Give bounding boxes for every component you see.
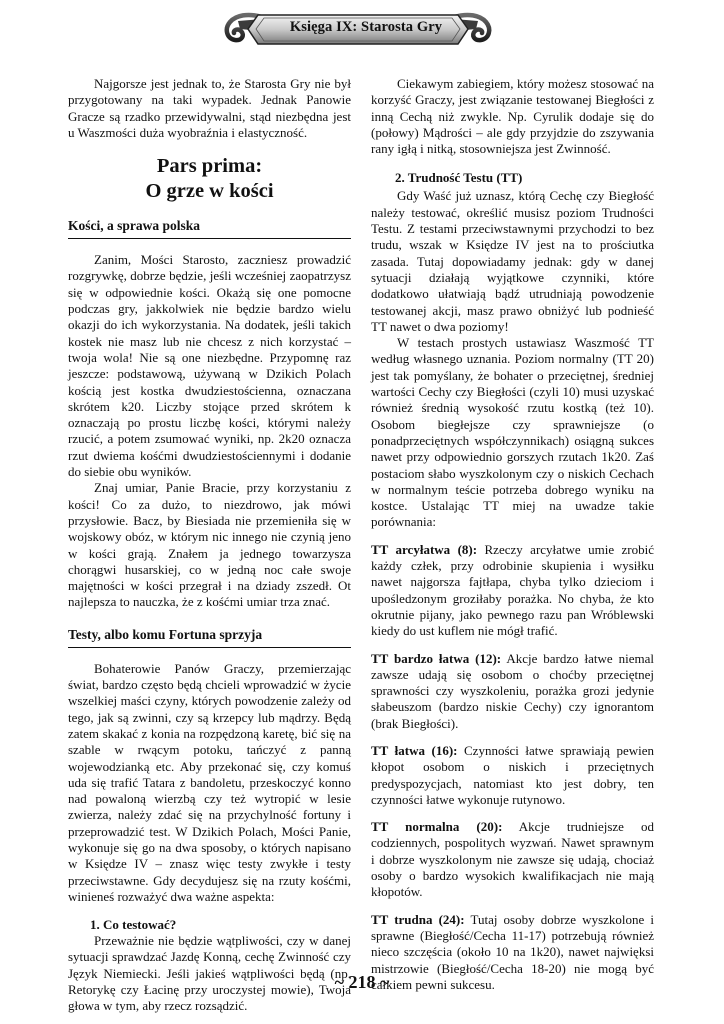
section-heading-dice: Kości, a sprawa polska: [68, 218, 351, 239]
intro-paragraph: Najgorsze jest jednak to, że Starosta Gry nie był przygotowany na taki wypadek. Jednak Panowie Gracze są rzadko przewidywalni, stąd niezbędna jest u Waszmości duża wyobraźnia i elastyczność.: [68, 76, 351, 140]
running-header-title: Księga IX: Starosta Gry: [289, 19, 443, 35]
tt-normal-entry: [371, 819, 654, 900]
tt-easy-text: Czynności łatwe sprawiają pewien kłopot osobom o niskich i przeciętnych predyspozycjach, natomiast kto jest dobry, ten czynności łatwe wykonuje rutynowo.: [371, 742, 654, 807]
subheading-what-to-test: 1. Co testować?: [90, 917, 177, 933]
difficulty-paragraph-1: Gdy Waść już uznasz, którą Cechę czy Biegłość należy testować, określić musisz poziom Trudności Testu. Z testami przeciwstawnymi przychodzi to bez trudu, wszak w Księdze IV jest na to prościutka zasada. Tutaj dopowiadamy jednak: gdy w danej sytuacji działają wyjątkowe czynniki, które dodatkowo ułatwiają bądź utrudniają powodzenie testowanej akcji, masz prawo obniżyć lub podnieść TT nawet o dwa poziomy!: [371, 188, 654, 334]
tt-quite-easy-entry: [371, 651, 654, 732]
what-to-test-paragraph: Przeważnie nie będzie wątpliwości, czy w danej sytuacji sprawdzać Jazdę Konną, cechę Zwinność czy Język Niemiecki. Jeśli jakieś wątpliwości będą (np. Retorykę czy Łacinę przy uroczystej mowie), Twoja głowa w tym, aby rzecz rozsądzić.: [68, 933, 351, 1014]
tt-very-easy-text: Rzeczy arcyłatwe umie zrobić każdy człek, przy odrobinie skupienia i wysiłku nawet najgorsza fajtłapa, chyba tylko dzieciom i upośledzonym groziłaby porażka. No chyba, że kto okrutnie pijany, jako pewnego razu pan Wróblewski kiedy do ust kuflem nie mógł trafić.: [371, 541, 655, 639]
tt-easy-entry: [371, 743, 654, 808]
left-column: [68, 76, 351, 1015]
tests-paragraph: Bohaterowie Panów Graczy, przemierzając świat, bardzo często będą chcieli wprowadzić w życie wszelkiej maści czyny, których powodzenie zależy od tego, jak są zwinni, czy są krzepcy lub mądrzy. Będą zatem skakać z konia na rozpędzoną karetę, bić się na szable w rwącym potoku, tańczyć z panną wojewodzianką etc. Aby przekonać się, czy komuś uda się trafić Tatara z bandoletu, przeskoczyć konno nad powaloną wierzbą czy też wytropić w lesie zwierza, należy zdać się na przychylność fortuny i przeprowadzić test. W Dzikich Polach, Mości Panie, wykonuje się go na dwa sposoby, o których napisano w Księdze IV – znasz więc testy zwykłe i testy przeciwstawne. Gdy decydujesz się na rzuty kośćmi, winieneś rozważyć dwa ważne aspekta:: [68, 660, 351, 904]
tt-hard-text: Tutaj osoby dobrze wyszkolone i sprawne (Biegłość/Cecha 11-17) potrzebują również nieco szczęścia (około 10 na 1k20), nawet najwięksi mistrzowie (Biegłość/Cecha 18-20) nie mogą być całkiem pewni sukcesu.: [371, 911, 654, 992]
chapter-heading: [68, 154, 351, 204]
header-banner: [218, 9, 498, 49]
right-column: [371, 76, 654, 993]
section-heading-tests: Testy, albo komu Fortuna sprzyja: [68, 627, 351, 648]
tt-easy-label: TT łatwa (16):: [371, 742, 458, 758]
subheading-test-difficulty: 2. Trudność Testu (TT): [395, 170, 523, 186]
page-number: ~ 218 ~: [334, 972, 390, 992]
tt-hard-label: TT trudna (24):: [371, 911, 465, 927]
tt-quite-easy-text: Akcje bardzo łatwe niemal zawsze udają się osobom o choćby przeciętnej sprawności czy wyszkoleniu, porażka grozi jedynie słabeuszom (bardzo niskie Cechy) czy ignorantom (brak Biegłości).: [371, 650, 654, 731]
attribute-swap-paragraph: Ciekawym zabiegiem, który możesz stosować na korzyść Graczy, jest związanie testowanej Biegłości z inną Cechą niż zwykle. Np. Cyrulik dodaje się do (połowy) Mądrości – ale gdy przyjdzie do zszywania rany igłą i nitką, stosowniejsza jest Zwinność.: [371, 76, 654, 157]
tt-normal-text: Akcje trudniejsze od codziennych, pospolitych wyzwań. Nawet sprawnym i dobrze wyszkolonym nie zawsze się udają, chociaż osoby o bardzo wysokich kwalifikacjach nie mają kłopotów.: [371, 819, 654, 900]
chapter-heading-line2: O grze w kości: [145, 180, 274, 203]
chapter-heading-line1: Pars prima:: [156, 155, 263, 178]
difficulty-paragraph-2: W testach prostych ustawiasz Waszmość TT według własnego uznania. Poziom normalny (TT 20) jest tak pomyślany, że bohater o przeciętnej, średniej wartości Cechy czy Biegłości (czyli 10) musi uzyskać również średnią wysokość rzutu kostką (też 10). Osobom biegłejsze czy sprawniejsze (o ponadprzeciętnych współczynnikach) osiągną sukces nawet przy odpowiednio gorszych rzutach 1k20. Zaś postaciom słabo wyszkolonym czy o niskich Cechach w normalnym teście potrzeba dobrego wyniku na kostce. Ustalając TT miej na uwadze takie porównania:: [371, 335, 654, 530]
dice-paragraph-2: Znaj umiar, Panie Bracie, przy korzystaniu z kości! Co za dużo, to niezdrowo, jak mówi przysłowie. Bacz, by Biesiada nie przemieniła się w wojskowy obóz, w którym nic innego nie czynią jeno w kości grają. Znałem ja jednego towarzysza chorągwi husarskiej, co w jedną noc całe swoje majętności w kości przegrał i na dziady zszedł. Ot najlepsza to nauczka, że z kośćmi umiar trza znać.: [68, 480, 351, 610]
tt-very-easy-label: TT arcyłatwa (8):: [371, 541, 478, 557]
tt-quite-easy-label: TT bardzo łatwa (12):: [371, 650, 502, 666]
tt-very-easy-entry: [371, 542, 654, 640]
dice-paragraph-1: Zanim, Mości Starosto, zaczniesz prowadzić rozgrywkę, dobrze będzie, jeśli wcześniej zaopatrzysz się w odpowiednie kości. Okażą się one pomocne podczas gry, jakkolwiek nie będzie bardzo wielu okazji do ich wykorzystania. Na dodatek, jeśli takich kostek nie masz lub nie chcesz z nich korzystać – twoja wola! Nie są one niezbędne. Przypomnę raz jeszcze: podstawową, używaną w Dzikich Polach kością jest kostka dwudziestościenna, oznaczana skrótem k20. Liczby stojące przed skrótem k oznaczają po prostu liczbę kości, którymi należy rzucić, a potem zsumować wyniki, np. 2k20 oznacza rzut dwiema kośćmi dwudziestościennymi i dodanie do siebie obu wyników.: [68, 252, 351, 480]
tt-normal-label: TT normalna (20):: [371, 819, 503, 835]
